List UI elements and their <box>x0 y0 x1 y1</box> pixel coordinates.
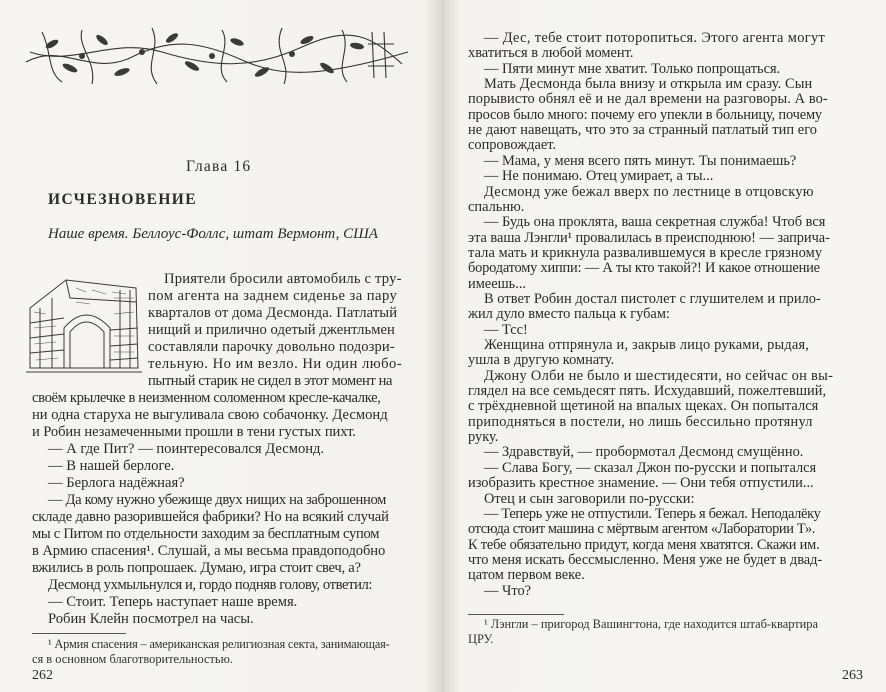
text-line: хватиться в любой момент. <box>468 45 634 62</box>
text-line: — Берлога надёжная? <box>48 475 185 491</box>
right-page-text <box>446 0 886 620</box>
text-line: с трёхдневной щетиной на впалых щеках. Он попытался <box>468 398 819 415</box>
text-line: пом агента на заднем сиденье за пару <box>148 288 398 304</box>
text-line: просов было много: почему его упекли в больницу, почему <box>468 106 822 123</box>
text-line: изобразить крестное знамение. — Они тебя отпустили... <box>468 475 814 492</box>
text-line: Отец и сын заговорили по-русски: <box>484 490 695 507</box>
right-page <box>446 0 886 692</box>
text-line: мы с Питом по отдельности заходим за бесплатным супом <box>32 526 380 542</box>
text-line: — Дес, тебе стоит поторопиться. Этого агента могут <box>484 30 826 46</box>
text-line: своём крылечке в неизменном соломенном кресле-качалке, <box>32 390 381 406</box>
text-line: в Армию спасения¹. Слушай, а мы весьма правдоподобно <box>32 543 386 559</box>
text-line: Десмонд ухмыльнулся и, гордо подняв голову, ответил: <box>48 577 373 593</box>
text-line: — Слава Богу, — сказал Джон по-русски и попытался <box>484 459 817 476</box>
text-line: тельную. Но им везло. Ни один любо- <box>148 356 403 372</box>
text-line: — Мама, у меня всего пять минут. Ты понимаешь? <box>484 152 797 169</box>
page-number: 263 <box>842 668 863 683</box>
text-line: В ответ Робин достал пистолет с глушителем и прило- <box>484 290 821 307</box>
text-line: что меня искать бессмысленно. Меня уже не будет в двад- <box>468 551 823 568</box>
text-line: — Теперь уже не отпустили. Теперь я бежал. Неподалёку <box>484 505 821 522</box>
text-line: сопровождает. <box>468 137 557 154</box>
text-line: — Здравствуй, — пробормотал Десмонд смущённо. <box>484 444 804 461</box>
footnote <box>468 617 878 647</box>
footnote-rule <box>468 614 564 615</box>
footnote-rule <box>32 633 126 634</box>
text-line: — Пяти минут мне хватит. Только попрощаться. <box>484 60 781 77</box>
text-line: ушла в другую комнату. <box>468 352 615 369</box>
text-line: кварталов от дома Десмонда. Патлатый <box>148 305 398 321</box>
text-line: вжились в роль попрошаек. Думаю, игра стоит свеч, а? <box>32 560 361 576</box>
text-line: отсюда стоит машина с мёртвым агентом «Лаборатории Т». <box>468 521 816 538</box>
text-line: ни одна старуха не выгуливала свою собачонку. Десмонд <box>32 407 388 423</box>
text-line: нищий и прилично одетый джентльмен <box>148 322 395 338</box>
text-line: жил дуло вместо пальца к губам: <box>468 306 670 323</box>
footnote <box>32 637 432 667</box>
text-line: — Что? <box>484 582 532 599</box>
text-line: и Робин незамеченными прошли в тени густых пихт. <box>32 424 356 440</box>
text-line: тала мать и крикнула развалившемуся в кресле грязному <box>468 244 823 261</box>
text-line: — Да кому нужно убежище двух нищих на заброшенном <box>48 492 387 508</box>
text-line: — Стоит. Теперь наступает наше время. <box>48 594 298 610</box>
text-line: Мать Десмонда была внизу и открыла им сразу. Сын <box>484 76 813 93</box>
text-line: глядел на все семьдесят пять. Исхудавший, пожелтевший, <box>468 383 827 400</box>
text-line: Джону Олби не было и шестидесяти, но сейчас он вы- <box>484 367 834 384</box>
text-line: приподняться в постели, но лишь бессильно протянул <box>468 413 813 430</box>
text-line: имеешь... <box>468 275 527 292</box>
left-page <box>0 0 440 692</box>
text-line: руку. <box>468 429 499 446</box>
text-line: составляли парочку довольно подозри- <box>148 339 395 355</box>
footnote-line: ¹ Лэнгли – пригород Вашингтона, где находится штаб-квартира <box>484 617 818 631</box>
text-line: — Не понимаю. Отец умирает, а ты... <box>484 168 714 185</box>
text-line: — Тсс! <box>484 321 528 338</box>
text-line: спальню. <box>468 198 525 215</box>
chapter-title: ИСЧЕЗНОВЕНИЕ <box>48 191 197 208</box>
text-line: порывисто обнял её и не дал времени на разговоры. А во- <box>468 91 828 108</box>
text-line: складе давно разорившейся фабрики? Но на всякий случай <box>32 509 389 525</box>
text-line: эта ваша Лэнгли¹ провалилась в преисподнюю! — заприча- <box>468 229 830 246</box>
text-line: — В нашей берлоге. <box>48 458 175 474</box>
page-number: 262 <box>32 668 53 683</box>
text-line: Приятели бросили автомобиль с тру- <box>164 271 402 287</box>
left-page-text <box>0 0 440 627</box>
footnote-line: ¹ Армия спасения – американская религиозная секта, занимающая- <box>48 637 390 651</box>
text-line: Робин Клейн посмотрел на часы. <box>48 611 254 627</box>
footnote-line: ся в основном благотворительностью. <box>32 652 233 666</box>
text-line: бородатому хиппи: — А ты кто такой?! И какое отношение <box>468 260 820 277</box>
text-line: — А где Пит? — поинтересовался Десмонд. <box>48 441 325 457</box>
text-line: не дают навещать, что это за странный патлатый тип его <box>468 122 818 139</box>
text-line: цатом первом веке. <box>468 567 585 584</box>
footnote-line: ЦРУ. <box>468 632 494 646</box>
chapter-subtitle: Наше время. Беллоус-Фоллс, штат Вермонт, США <box>48 226 378 242</box>
text-line: — Будь она проклята, ваша секретная служба! Чтоб вся <box>484 214 826 231</box>
text-line: Женщина отпрянула и, закрыв лицо руками, рыдая, <box>484 337 810 353</box>
text-line: пытный старик не сидел в этот момент на <box>148 373 393 389</box>
text-line: Десмонд уже бежал вверх по лестнице в отцовскую <box>484 183 814 200</box>
text-line: К тебе обязательно придут, когда меня хватятся. Скажи им. <box>468 536 820 553</box>
chapter-number: Глава 16 <box>186 158 252 175</box>
